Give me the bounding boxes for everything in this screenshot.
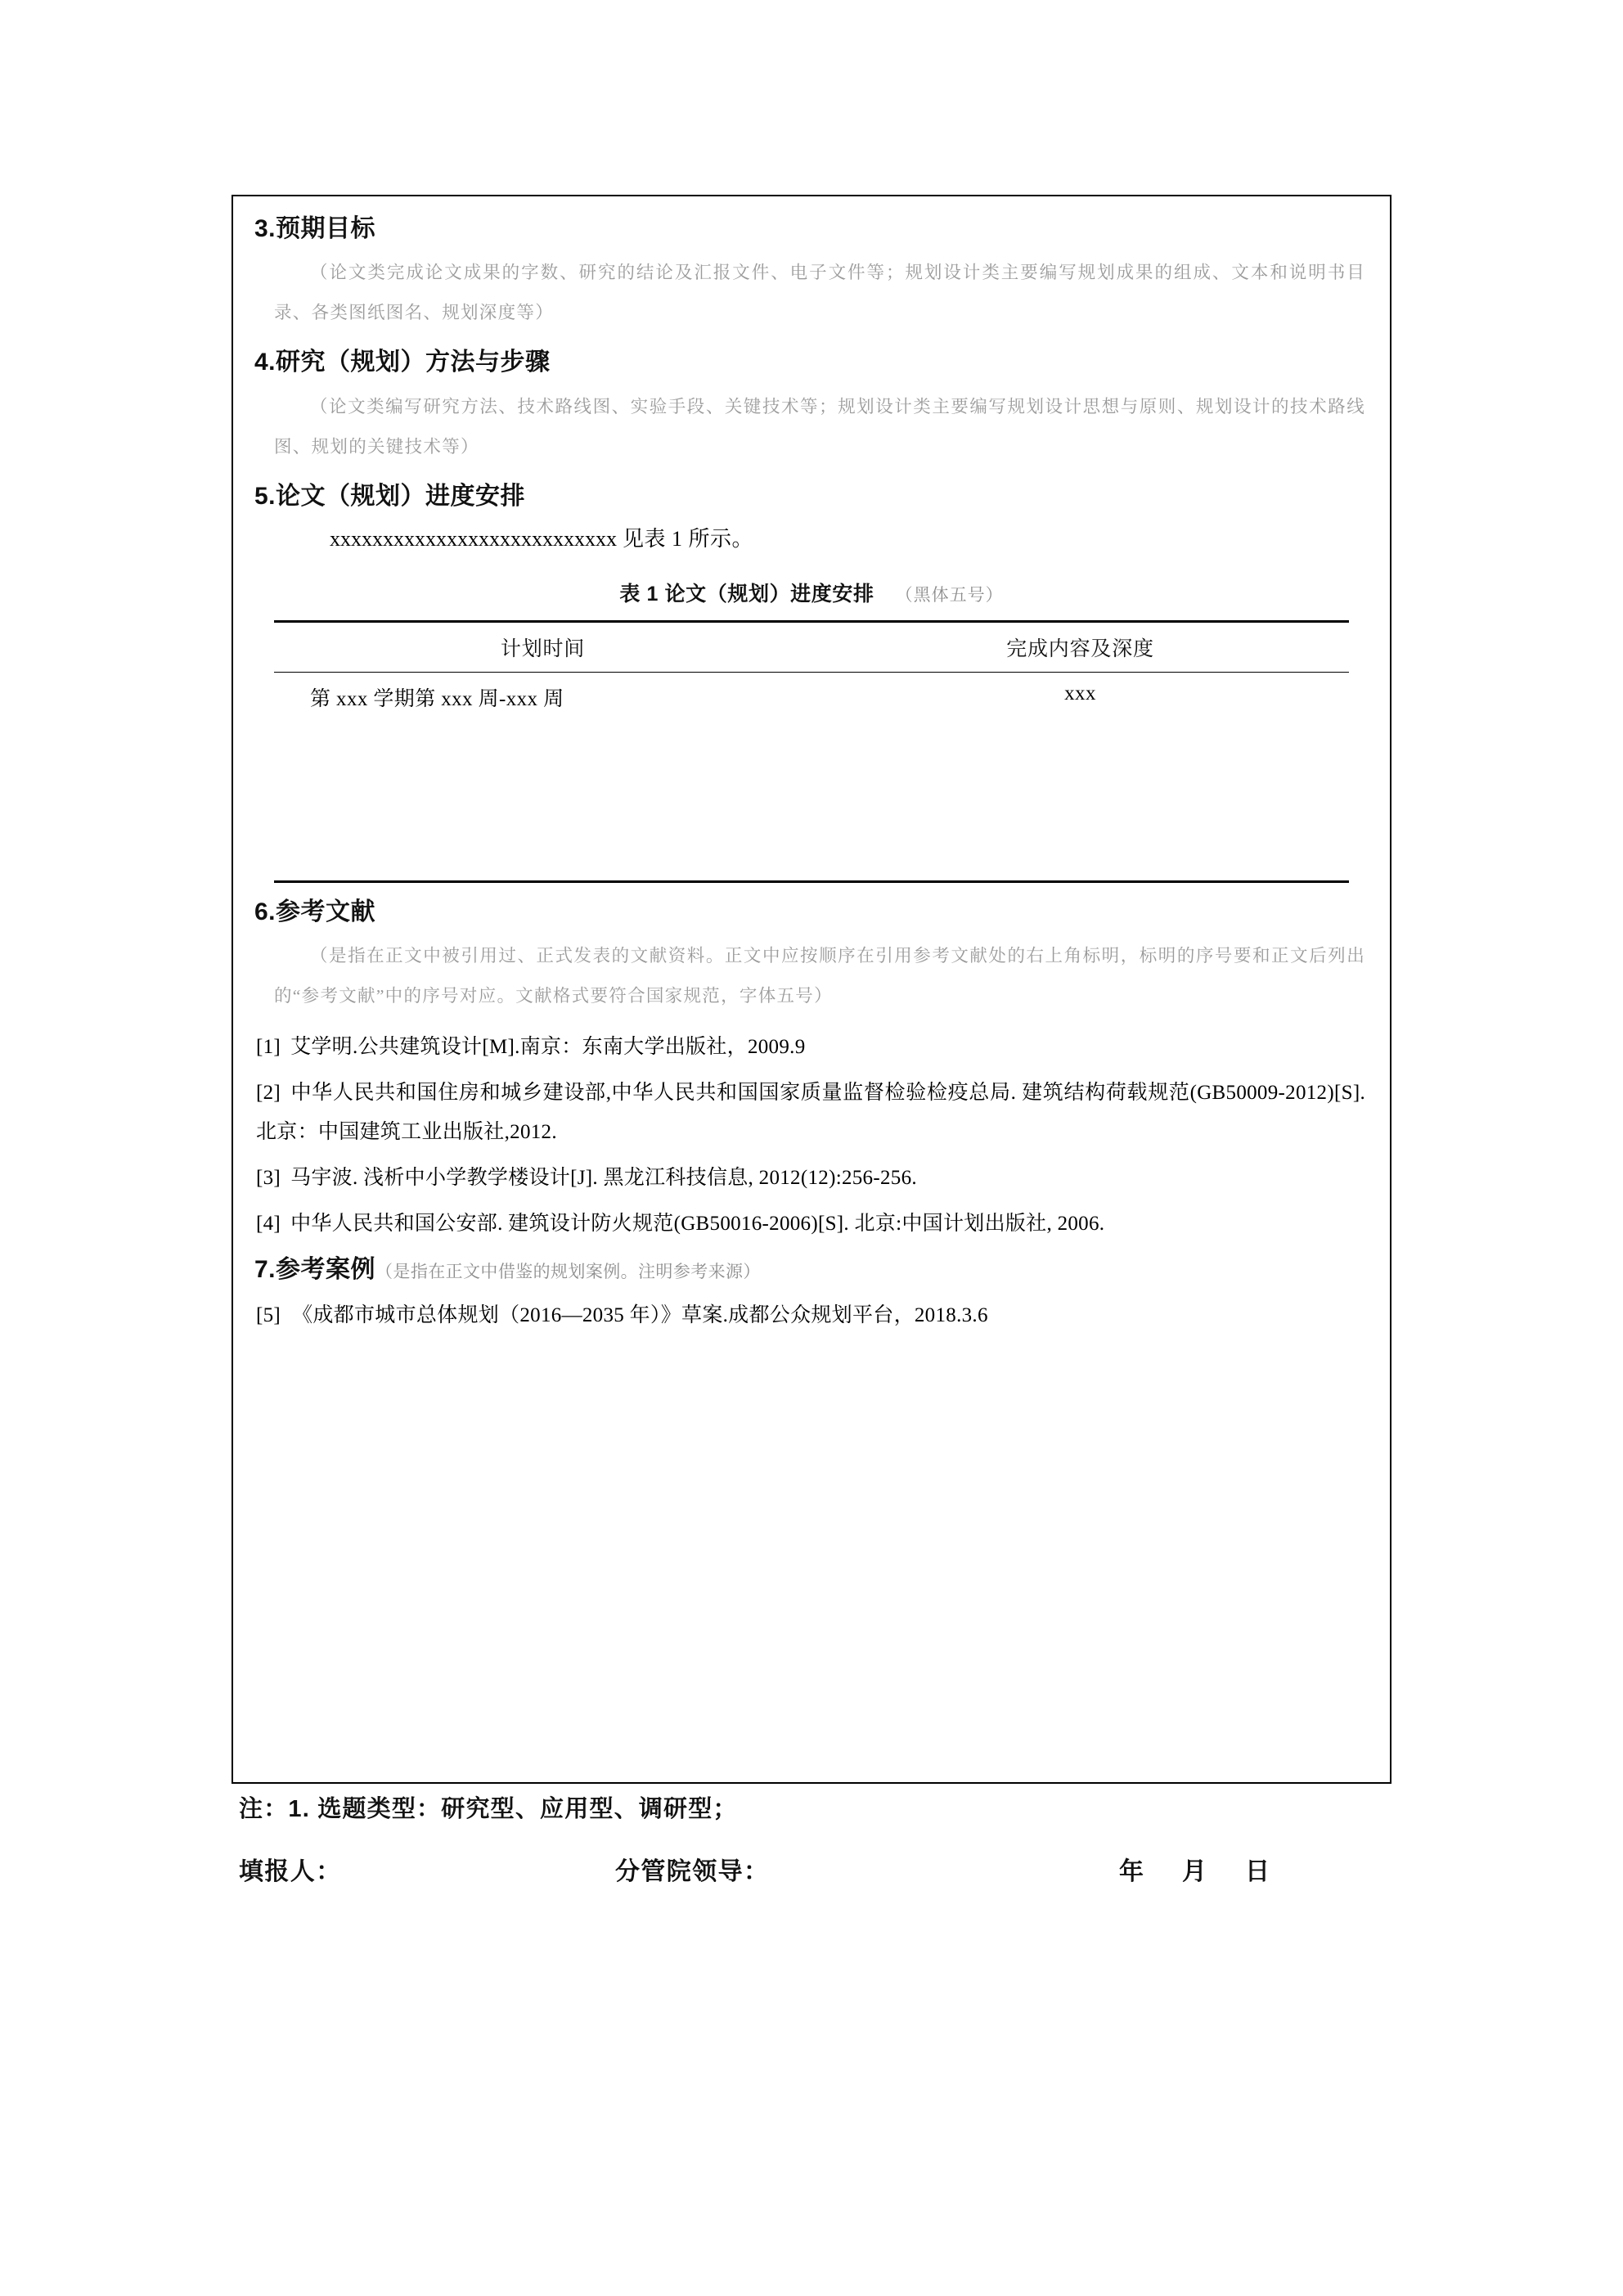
list-item — [254, 1159, 1369, 1198]
signature-row — [239, 1851, 1400, 1900]
schedule-lead-suffix: 见表 1 所示。 — [617, 527, 754, 551]
section-heading-expected-goals: 3.预期目标 — [254, 215, 376, 242]
schedule-table — [274, 620, 1349, 883]
table-row — [274, 672, 1349, 720]
list-item — [254, 1028, 1369, 1067]
date-month-label: 月 — [1182, 1858, 1207, 1885]
section-hint-references: （是指在正文中被引用过、正式发表的文献资料。正文中应按顺序在引用参考文献处的右上角标明，标明的序号要和正文后列出的“参考文献”中的序号对应。文献格式要符合国家规范，字体五号） — [274, 946, 1365, 1006]
table-bottom-rule-right — [812, 881, 1349, 883]
column-header-content-depth: 完成内容及深度 — [812, 621, 1349, 672]
reference-number: [1] — [256, 1036, 281, 1059]
table-bottom-rule — [274, 881, 1349, 883]
section-hint-expected-goals: （论文类完成论文成果的字数、研究的结论及汇报文件、电子文件等；规划设计类主要编写规划成果的组成、文本和说明书目录、各类图纸图名、规划深度等） — [274, 263, 1365, 323]
table-header-row — [274, 621, 1349, 672]
cell-content-depth: xxx — [1064, 682, 1096, 705]
section-heading-references: 6.参考文献 — [254, 898, 376, 925]
section-heading-reference-cases — [254, 1255, 1369, 1284]
reference-list — [254, 1028, 1369, 1244]
table-empty-cell-right — [812, 720, 1349, 882]
column-header-planned-time: 计划时间 — [274, 621, 812, 672]
section-heading-reference-cases-label: 7.参考案例 — [254, 1256, 376, 1284]
schedule-lead-line — [254, 522, 1369, 556]
list-item — [254, 1204, 1369, 1244]
schedule-table-wrap — [254, 578, 1369, 883]
leader-label: 分管院领导： — [615, 1858, 770, 1885]
date-line — [1119, 1851, 1270, 1887]
reference-number: [4] — [256, 1213, 281, 1236]
list-item — [254, 1296, 1369, 1335]
schedule-placeholder-text: xxxxxxxxxxxxxxxxxxxxxxxxxxx — [330, 527, 617, 551]
section-hint-reference-cases: （是指在正文中借鉴的规划案例。注明参考来源） — [375, 1262, 761, 1282]
reference-text: 艾学明.公共建筑设计[M].南京：东南大学出版社，2009.9 — [290, 1036, 806, 1059]
form-content — [233, 196, 1390, 1782]
table-empty-cell-left — [274, 720, 812, 882]
cell-planned-time: 第 xxx 学期第 xxx 周-xxx 周 — [310, 687, 564, 710]
date-day-label: 日 — [1245, 1858, 1270, 1885]
list-item — [254, 1074, 1369, 1152]
reference-number: [2] — [256, 1082, 281, 1105]
reference-text: 马宇波. 浅析中小学教学楼设计[J]. 黑龙江科技信息, 2012(12):256-256. — [290, 1167, 917, 1190]
date-year-label: 年 — [1119, 1858, 1144, 1885]
footer-note: 注：1. 选题类型：研究型、应用型、调研型； — [239, 1796, 738, 1822]
section-hint-methods-steps: （论文类编写研究方法、技术路线图、实验手段、关键技术等；规划设计类主要编写规划设计思想与原则、规划设计的技术路线图、规划的关键技术等） — [274, 396, 1365, 457]
table-caption-note: （黑体五号） — [895, 584, 1004, 605]
table-empty-space — [274, 720, 1349, 882]
reference-case-number: [5] — [256, 1303, 281, 1326]
form-border-box — [232, 195, 1391, 1784]
reference-number: [3] — [256, 1167, 281, 1190]
reference-case-text: 《成都市城市总体规划（2016—2035 年）》草案.成都公众规划平台，2018.3.6 — [292, 1303, 988, 1326]
table-bottom-rule-left — [274, 881, 812, 883]
table-caption-main: 表 1 论文（规划）进度安排 — [619, 582, 874, 606]
section-heading-methods-steps: 4.研究（规划）方法与步骤 — [254, 349, 551, 376]
filer-label: 填报人： — [239, 1858, 342, 1885]
schedule-table-caption — [274, 578, 1349, 607]
reference-text: 中华人民共和国住房和城乡建设部,中华人民共和国国家质量监督检验检疫总局. 建筑结构荷载规范(GB50009-2012)[S]. 北京：中国建筑工业出版社,2012. — [256, 1082, 1365, 1144]
reference-text: 中华人民共和国公安部. 建筑设计防火规范(GB50016-2006)[S]. 北京:中国计划出版社, 2006. — [290, 1213, 1105, 1236]
section-heading-schedule: 5.论文（规划）进度安排 — [254, 482, 526, 510]
